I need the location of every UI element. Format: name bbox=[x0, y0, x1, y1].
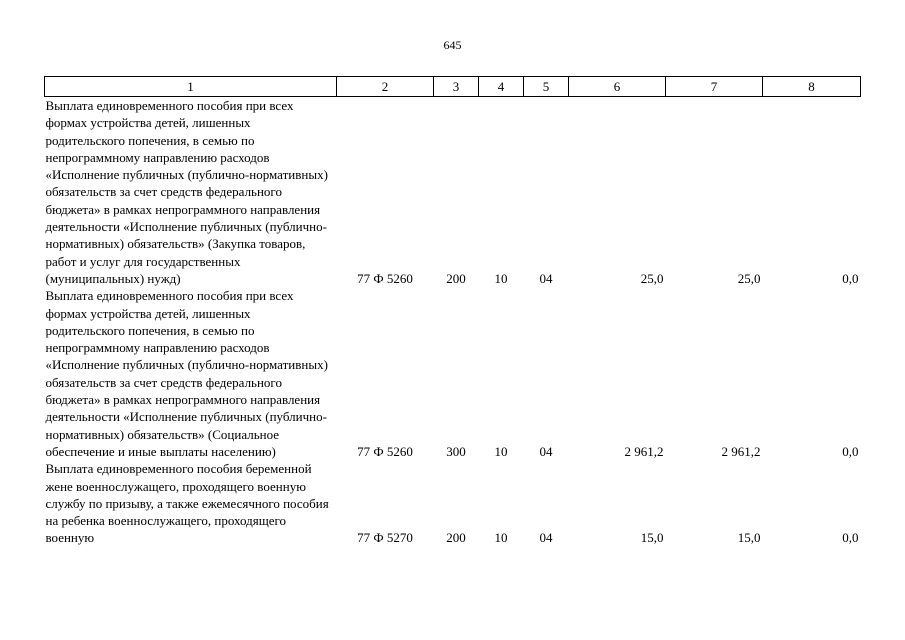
page-number: 645 bbox=[443, 38, 462, 52]
row-col3: 200 bbox=[446, 270, 466, 286]
row-col6: 2 961,2 bbox=[624, 443, 664, 459]
row-col8: 0,0 bbox=[842, 530, 859, 546]
row-col8: 0,0 bbox=[842, 443, 859, 459]
row-col7: 2 961,2 bbox=[721, 443, 761, 459]
budget-table bbox=[44, 76, 861, 547]
row-col6: 15,0 bbox=[640, 530, 664, 546]
row-col4: 10 bbox=[494, 443, 508, 459]
header-cell-2: 2 bbox=[337, 77, 434, 97]
row-code: 77 Ф 5260 bbox=[357, 443, 413, 459]
header-cell-8: 8 bbox=[763, 77, 861, 97]
table-header bbox=[45, 77, 861, 97]
table-row bbox=[45, 97, 861, 288]
row-col3: 200 bbox=[446, 530, 466, 546]
header-cell-6: 6 bbox=[569, 77, 666, 97]
row-col6: 25,0 bbox=[640, 270, 664, 286]
row-col4: 10 bbox=[494, 270, 508, 286]
row-description: Выплата единовременного пособия при всех формах устройства детей, лишенных родительского попечения, в семью по непрограммному направлению расходов «Исполнение публичных (публично-нормативных) обязательств за счет средств федерального бюджета» в рамках непрограммного направления деятельности «Исполнение публичных (публично-нормативных) обязательств» (Социальное обеспечение и иные выплаты населению) bbox=[45, 288, 328, 459]
row-col5: 04 bbox=[539, 270, 553, 286]
header-cell-4: 4 bbox=[479, 77, 524, 97]
row-code: 77 Ф 5260 bbox=[357, 270, 413, 286]
header-cell-5: 5 bbox=[524, 77, 569, 97]
header-cell-1: 1 bbox=[45, 77, 337, 97]
row-col5: 04 bbox=[539, 443, 553, 459]
row-col8: 0,0 bbox=[842, 270, 859, 286]
row-col5: 04 bbox=[539, 530, 553, 546]
row-col7: 15,0 bbox=[737, 530, 761, 546]
header-cell-3: 3 bbox=[434, 77, 479, 97]
table-row bbox=[45, 287, 861, 460]
table-row bbox=[45, 460, 861, 546]
row-description: Выплата единовременного пособия при всех формах устройства детей, лишенных родительского попечения, в семью по непрограммному направлению расходов «Исполнение публичных (публично-нормативных) обязательств за счет средств федерального бюджета» в рамках непрограммного направления деятельности «Исполнение публичных (публично-нормативных) обязательств» (Закупка товаров, работ и услуг для государственных (муниципальных) нужд) bbox=[45, 98, 328, 286]
row-description: Выплата единовременного пособия беременной жене военнослужащего, проходящего военную службу по призыву, а также ежемесячного пособия на ребенка военнослужащего, проходящего военную bbox=[45, 461, 329, 546]
row-col3: 300 bbox=[446, 443, 466, 459]
row-col7: 25,0 bbox=[737, 270, 761, 286]
row-col4: 10 bbox=[494, 530, 508, 546]
row-code: 77 Ф 5270 bbox=[357, 530, 413, 546]
header-cell-7: 7 bbox=[666, 77, 763, 97]
